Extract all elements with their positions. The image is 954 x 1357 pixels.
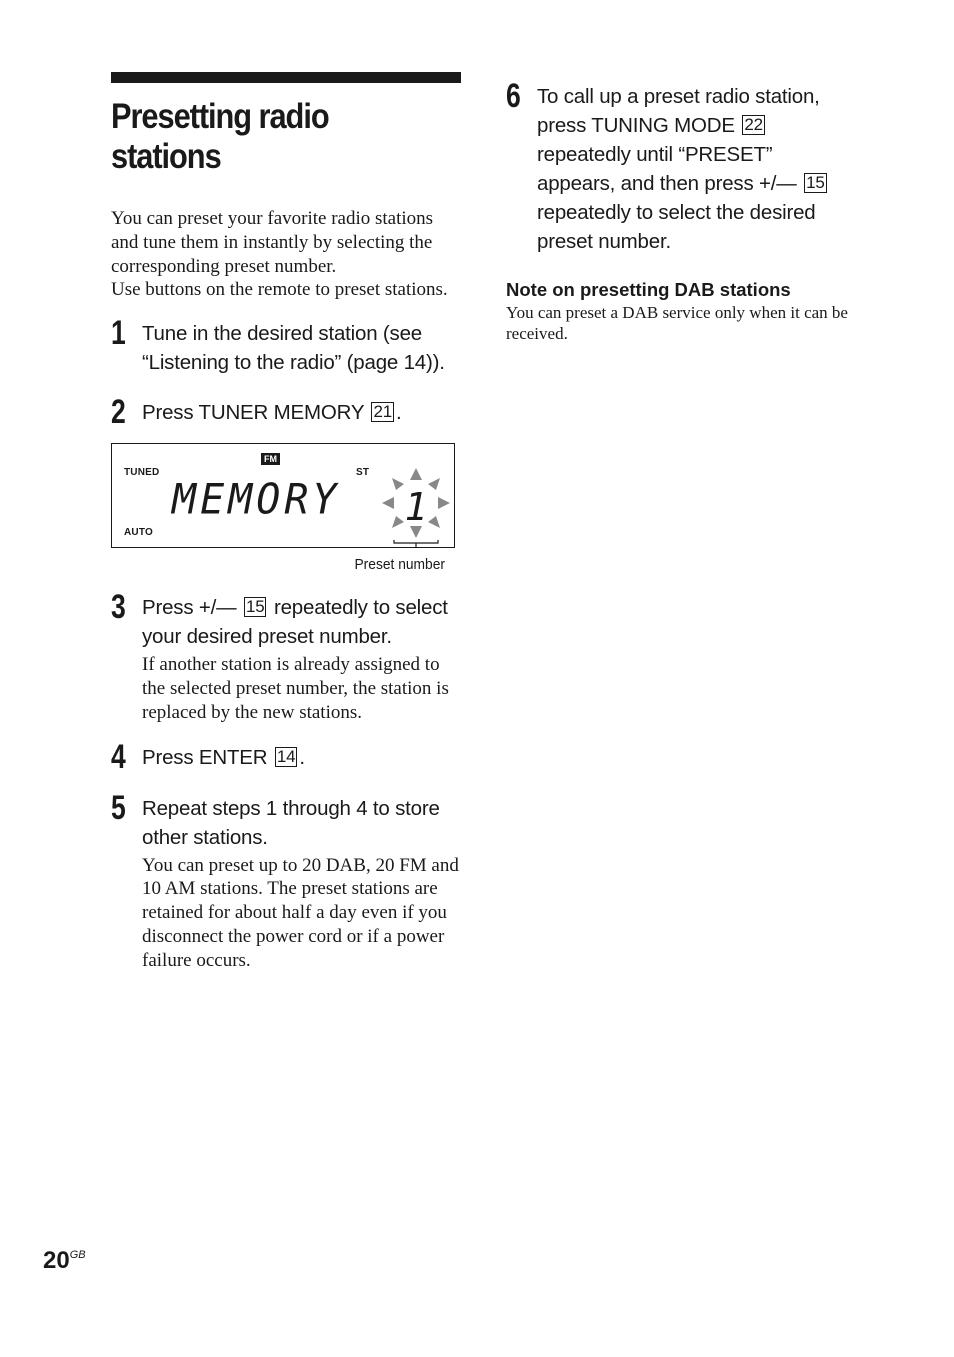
blinking-preset-icon — [374, 444, 454, 547]
step-heading: Repeat steps 1 through 4 to store other stations. — [142, 796, 440, 849]
display-illustration — [111, 443, 455, 548]
step-number: 4 — [111, 737, 126, 776]
step-heading: To call up a preset radio station, press TUNING MODE 22 repeatedly until “PRESET” appears, and then press +/— 15 repeatedly to select the desired preset number. — [537, 85, 825, 253]
remote-key-number: 21 — [373, 402, 392, 422]
step-number: 5 — [111, 788, 126, 827]
page-title: Presetting radio stations — [111, 97, 329, 176]
intro-text — [111, 207, 461, 302]
step-2 — [111, 393, 461, 432]
stereo-indicator: ST — [356, 467, 370, 479]
remote-key-number: 14 — [276, 746, 296, 766]
step-body: If another station is already assigned to the selected preset number, the station is replaced by the new stations. — [142, 654, 449, 723]
right-column — [506, 72, 856, 344]
intro-paragraph: Use buttons on the remote to preset stations. — [111, 279, 448, 301]
step-number: 6 — [506, 77, 521, 115]
remote-key-number: 15 — [806, 173, 825, 192]
display-text: MEMORY — [172, 476, 341, 525]
step-5 — [111, 788, 461, 973]
title-rule — [111, 72, 461, 83]
step-heading: Press +/— 15 repeatedly to select your desired preset number. — [142, 596, 448, 649]
tuned-indicator: TUNED — [124, 467, 160, 479]
step-number: 2 — [111, 393, 126, 432]
display-caption: Preset number — [354, 556, 445, 574]
step-4 — [111, 737, 461, 776]
preset-digit: 1 — [404, 485, 428, 530]
step-1 — [111, 314, 461, 377]
step-heading: Tune in the desired station (see “Listening to the radio” (page 14)). — [142, 322, 445, 375]
step-body: You can preset up to 20 DAB, 20 FM and 10 AM stations. The preset stations are retained for about half a day even if you disconnect the power cord or if a power failure occurs. — [142, 854, 459, 971]
left-column — [111, 72, 461, 973]
step-heading: Press ENTER 14 . — [142, 745, 305, 769]
remote-key-number: 22 — [744, 115, 763, 134]
step-6 — [506, 77, 856, 256]
step-number: 1 — [111, 314, 126, 353]
note-body: You can preset a DAB service only when it can be received. — [506, 303, 848, 343]
step-number: 3 — [111, 588, 126, 627]
intro-paragraph: You can preset your favorite radio stations and tune them in instantly by selecting the corresponding preset number. — [111, 208, 434, 277]
auto-indicator: AUTO — [124, 527, 153, 539]
step-3 — [111, 588, 461, 724]
fm-indicator: FM — [261, 453, 280, 465]
remote-key-number: 15 — [245, 597, 265, 617]
page-suffix: GB — [69, 1249, 86, 1261]
note-heading: Note on presetting DAB stations — [506, 279, 791, 300]
step-heading: Press TUNER MEMORY 21 . — [142, 401, 402, 425]
page-number: $20^{GB}$ — [43, 1247, 86, 1274]
